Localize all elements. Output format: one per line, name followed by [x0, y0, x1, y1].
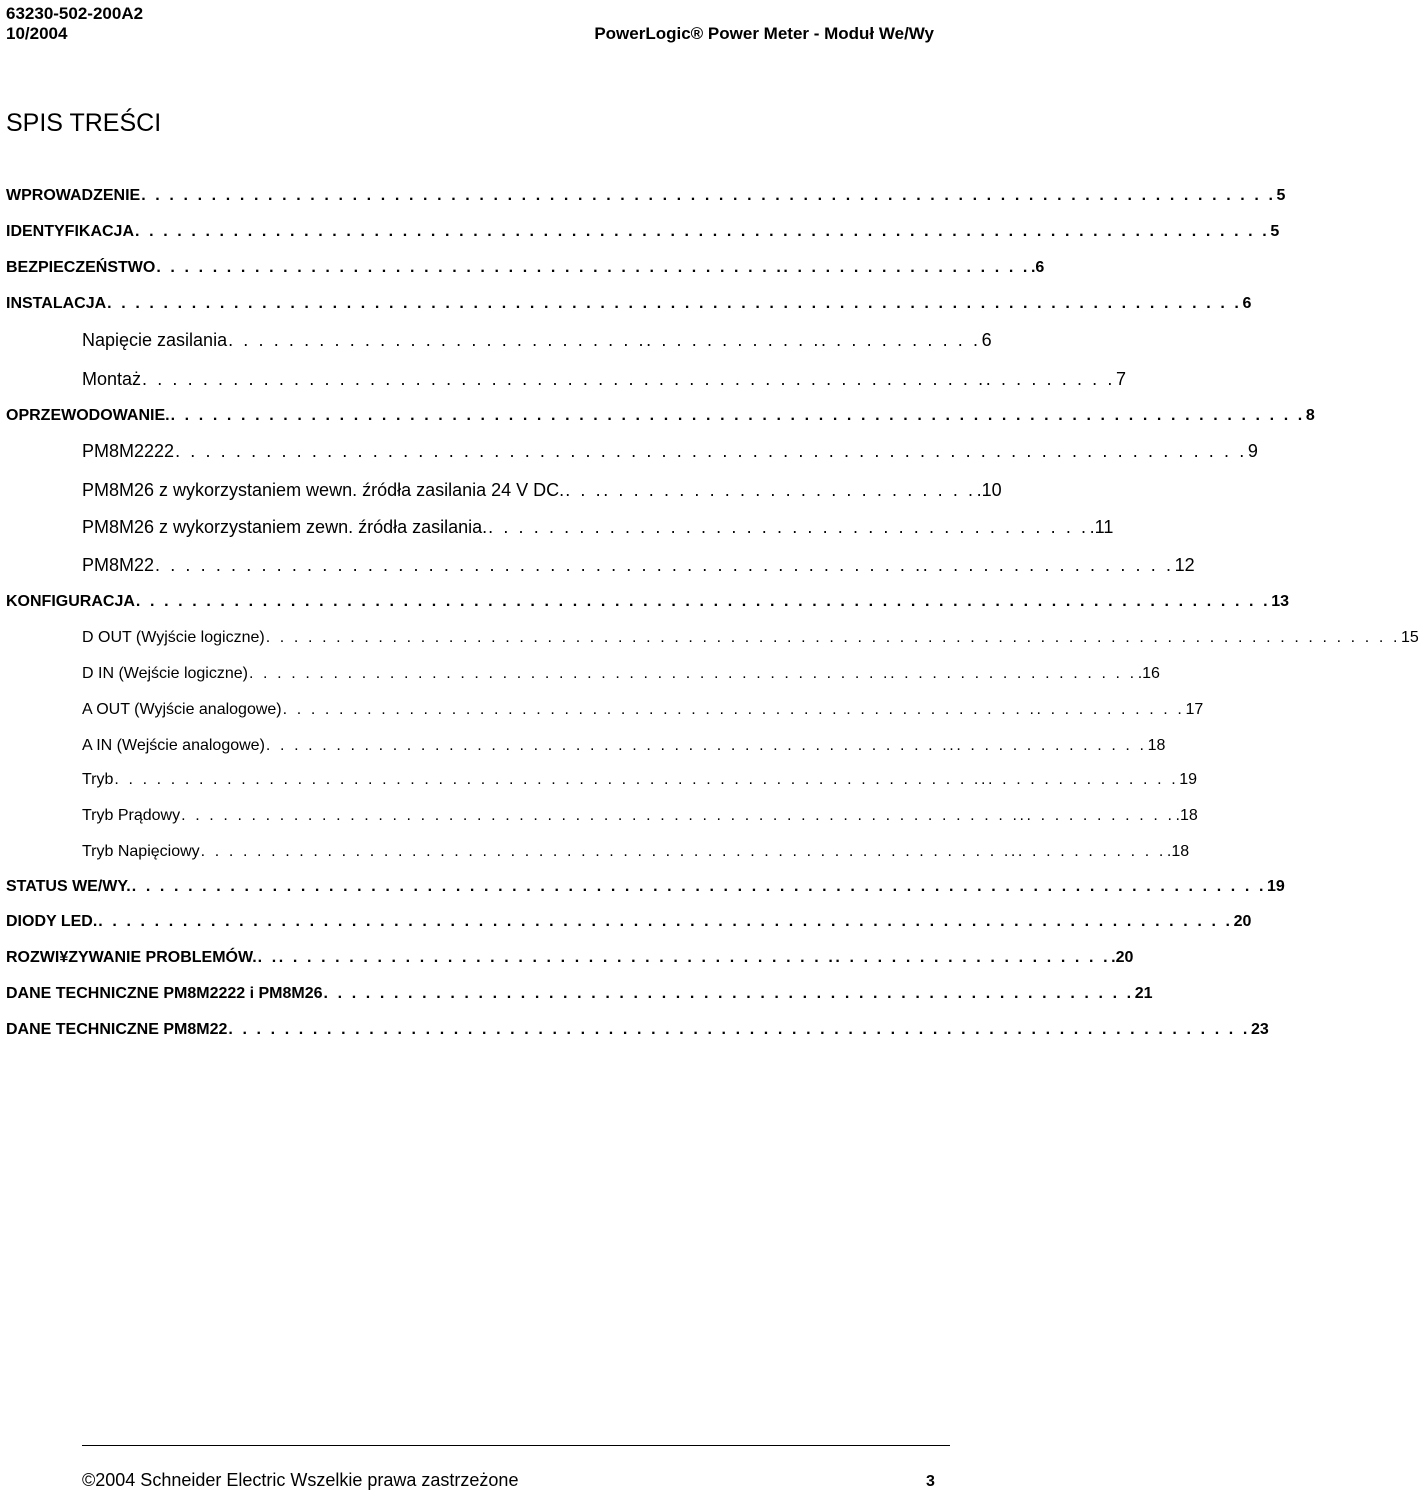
toc-entry-title: PM8M2222 — [82, 441, 175, 461]
toc-page-number: 12 — [1174, 555, 1195, 575]
toc-dot-leader: . . . . . . . . . . . . . . . . . . . . . . . . . . . . . . . . . . . . . . . . . . . . .. . . . . . . . . . . . . . . . . . — [156, 259, 1030, 276]
page-title: SPIS TREŚCI — [6, 109, 162, 137]
toc-page-number: .11 — [1089, 517, 1114, 537]
toc-page-number: .18 — [1166, 843, 1190, 860]
toc-dot-leader: . . . . . . . . . . . . . . . . . . . . . . . . . . . . . . . . . . . . . . . . . . . . . . . . . . . . . . . . . . . . . . . . . . . . . . . — [175, 441, 1247, 461]
toc-dot-leader: . . . . . . . . . . . . . . . . . . . . . . . . . . . . . . . . . . . . . . . . . . . . . .. . . . . . . . . . . . . . . . . . — [248, 665, 1137, 682]
toc-entry-title: PM8M26 z wykorzystaniem wewn. źródła zasilania 24 V DC. — [82, 480, 565, 500]
toc-page-number: 7 — [1115, 369, 1126, 389]
toc-page-number: 6 — [981, 330, 992, 350]
toc-entry[interactable] — [6, 222, 1280, 242]
toc-dot-leader: . . . . . . . . . . . . . . . . . . . . . . . . . . . . . . . . . . . . . . . . . . . . . . . . . . . . . . . . . . — [323, 985, 1134, 1002]
toc-entry[interactable] — [82, 479, 1002, 501]
toc-entry[interactable] — [82, 770, 1198, 790]
toc-page-number: .20 — [1111, 949, 1134, 966]
toc-dot-leader: . . . . . . . . . . . . . . . . . . . . . . . . . . . . . . . . . . . . . . . . . . . . . . . . ... . . . . . . . . . . . . . — [265, 737, 1147, 754]
toc-entry[interactable] — [6, 877, 1285, 897]
toc-dot-leader: . . . . . . . . . . . . . . . . . . . . . . . . . . . . . . . . . . . . . . . . . . . . . . . . . . .. . . . . . . . . . . . . . . . . — [155, 555, 1174, 575]
toc-page-number: 6 — [1242, 295, 1252, 312]
toc-page-number: 5 — [1276, 187, 1286, 204]
toc-page-number: .6 — [1030, 259, 1045, 276]
toc-page-number: .18 — [1175, 807, 1198, 824]
toc-page-number: 18 — [1147, 737, 1166, 754]
toc-dot-leader: . . . . . . . . . . . . . . . . . . . . . . . . . . . . . . . . . . . . . . . . . . . . . . . . . . . . . . . . . . . ... . . . . . . . . . . — [181, 807, 1175, 824]
toc-entry[interactable] — [82, 806, 1198, 826]
toc-page-number: .16 — [1137, 665, 1160, 682]
toc-dot-leader: . . . . . . . . . . . . . . . . . . . . . . . . . . . . . . . . . . . . . . . . . . . . . . . . . . . . . . . . . . . . . ... . . . . . . . . . . . . . — [114, 771, 1179, 788]
toc-entry-title: D OUT (Wyjście logiczne) — [82, 629, 265, 646]
toc-page-number: 8 — [1305, 407, 1315, 424]
toc-dot-leader: . . . . . . . . . . . . . . . . . . . . . . . . . . . . . . . . . . . . . . . . . . . . . . . . . . . . . . . . . . . . . . . . . . . . . . . . . . . . . . . . . — [98, 913, 1233, 930]
toc-entry[interactable] — [82, 329, 992, 351]
toc-dot-leader: . . . . . . . . . . . . . . . . . . . . . . . . . . . . . . . . . . . . . . . . . . . . . . . . . . . . . . . . . . . . . . . . . . . . . . . . . . . . . . . . . — [135, 223, 1270, 240]
toc-page-number: 5 — [1270, 223, 1280, 240]
toc-entry-title: A OUT (Wyjście analogowe) — [82, 701, 282, 718]
toc-entry-title: Napięcie zasilania — [82, 330, 228, 350]
toc-entry-title: BEZPIECZEŃSTWO — [6, 259, 156, 276]
toc-entry-title: ROZWI¥ZYWANIE PROBLEMÓW. — [6, 949, 257, 966]
toc-entry-title: Tryb Napięciowy — [82, 843, 200, 860]
toc-page-number: 13 — [1271, 593, 1289, 610]
toc-entry-title: DANE TECHNICZNE PM8M2222 i PM8M26 — [6, 985, 323, 1002]
toc-entry[interactable] — [82, 628, 1419, 648]
toc-dot-leader: . .. . . . . . . . . . . . . . . . . . . . . . . . . . . . . . . . . . . . . . . .. . . . . . . . . . . . . . . . . . . . — [257, 949, 1111, 966]
toc-dot-leader: . . .. . . . . . . . . . . . . . . . . . . . . . . . . — [565, 480, 976, 500]
toc-dot-leader: . . . . . . . . . . . . . . . . . . . . . . . . . . . . . . . . . . . . . . . . . . . . . . . . . . . . . . . . . . . . . . . . . . . . . . . . . . . . . . . . . — [135, 593, 1271, 610]
toc-entry[interactable] — [6, 1020, 1269, 1040]
toc-dot-leader: . . . . . . . . . . . . . . . . . . . . . . . . . . . . . . . . . . . . . . . . . . . . . . . . . . . . . . . . . . . . . . . . . . . . . . . . . . . . . . . . . — [265, 629, 1400, 646]
toc-page-number: 17 — [1185, 701, 1204, 718]
toc-dot-leader: . . . . . . . . . . . . . . . . . . . . . . . . . . . . . . . . . . . . . . . . . . . . . . . . . . . . . .. . . . . . . . . . . — [282, 701, 1185, 718]
toc-entry[interactable] — [82, 736, 1166, 756]
toc-dot-leader: . . . . . . . . . . . . . . . . . . . . . . . . . . . . . . . . . . . . . . . . . . . . . . . . . . . . . . . .. . . . . . . . . — [142, 369, 1115, 389]
toc-entry[interactable] — [82, 554, 1195, 576]
toc-entry-title: DANE TECHNICZNE PM8M22 — [6, 1021, 228, 1038]
toc-page-number: 19 — [1267, 878, 1285, 895]
toc-entry[interactable] — [6, 406, 1315, 426]
toc-entry-title: IDENTYFIKACJA — [6, 223, 135, 240]
toc-entry[interactable] — [6, 258, 1045, 278]
toc-entry[interactable] — [6, 984, 1153, 1004]
toc-entry-title: INSTALACJA — [6, 295, 107, 312]
toc-entry[interactable] — [82, 516, 1114, 538]
toc-page-number: 20 — [1233, 913, 1252, 930]
toc-entry-title: KONFIGURACJA — [6, 593, 135, 610]
toc-entry[interactable] — [82, 664, 1160, 684]
toc-page-number: .10 — [976, 480, 1002, 500]
toc-page-number: 23 — [1250, 1021, 1269, 1038]
toc-dot-leader: . . . . . . . . . . . . . . . . . . . . . . . . . . . . . . . . . . . . . . . . . . . . . . . . . . . . . . . . . ... . . . . . . . . . . — [200, 843, 1166, 860]
toc-page-number: 19 — [1179, 771, 1198, 788]
toc-entry[interactable] — [6, 186, 1286, 206]
document-number: 63230-502-200A2 — [6, 4, 144, 23]
document-date: 10/2004 — [6, 24, 68, 43]
toc-dot-leader: . . . . . . . . . . . . . . . . . . . . . . . . . . . . . . . . . . . . . . . . . . . . . . . . . . . . . . . . . . . . . . . . . . . . . . . . . . . . . . . . . — [131, 878, 1267, 895]
toc-entry-title: PM8M26 z wykorzystaniem zewn. źródła zasilania. — [82, 517, 488, 537]
toc-entry[interactable] — [82, 700, 1204, 720]
toc-page-number: 9 — [1247, 441, 1258, 461]
toc-entry-title: Tryb Prądowy — [82, 807, 181, 824]
toc-entry-title: DIODY LED. — [6, 913, 98, 930]
product-title: PowerLogic® Power Meter - Moduł We/Wy — [594, 24, 934, 43]
footer-page-number: 3 — [926, 1473, 935, 1490]
toc-dot-leader: . . . . . . . . . . . . . . . . . . . . . . . . . . . . . . . . . . . . . . . . . . . . . . . . . . . . . . . . . . . . . . . . . . . . . . . . . . . . . . . . . — [107, 295, 1242, 312]
toc-entry-title: STATUS WE/WY. — [6, 878, 131, 895]
toc-page-number: 21 — [1134, 985, 1153, 1002]
toc-dot-leader: . . . . . . . . . . . . . . . . . . . . . . . . . . . . . . . . . . . . . . . . — [488, 517, 1089, 537]
toc-entry-title: D IN (Wejście logiczne) — [82, 665, 248, 682]
toc-entry[interactable] — [6, 912, 1252, 932]
toc-entry-title: A IN (Wejście analogowe) — [82, 737, 265, 754]
toc-dot-leader: . . . . . . . . . . . . . . . . . . . . . . . . . . . . . . . . . . . . . . . . . . . . . . . . . . . . . . . . . . . . . . . . . . . . . . . . . . . . . . . . . — [141, 187, 1276, 204]
toc-entry-title: Tryb — [82, 771, 114, 788]
toc-entry[interactable] — [82, 368, 1126, 390]
toc-entry[interactable] — [82, 842, 1190, 862]
footer-copyright: ©2004 Schneider Electric Wszelkie prawa zastrzeżone — [82, 1470, 519, 1490]
toc-entry[interactable] — [6, 592, 1289, 612]
toc-page-number: 15 — [1401, 629, 1419, 646]
toc-dot-leader: . . . . . . . . . . . . . . . . . . . . . . . . . . . .. . . . . . . . . . . .. . . . . . . . . . . — [228, 330, 981, 350]
toc-entry[interactable] — [6, 294, 1252, 314]
toc-entry[interactable] — [82, 440, 1258, 462]
toc-entry-title: WPROWADZENIE — [6, 187, 141, 204]
toc-dot-leader: . . . . . . . . . . . . . . . . . . . . . . . . . . . . . . . . . . . . . . . . . . . . . . . . . . . . . . . . . . . . . . . . . . . . . . . . . — [228, 1021, 1250, 1038]
toc-entry-title: OPRZEWODOWANIE. — [6, 407, 170, 424]
toc-entry-title: Montaż — [82, 369, 142, 389]
toc-entry-title: PM8M22 — [82, 555, 155, 575]
toc-dot-leader: . . . . . . . . . . . . . . . . . . . . . . . . . . . . . . . . . . . . . . . . . . . . . . . . . . . . . . . . . . . . . . . . . . . . . . . . . . . . . . . . . — [170, 407, 1305, 424]
footer-divider — [82, 1445, 950, 1446]
toc-entry[interactable] — [6, 948, 1134, 968]
